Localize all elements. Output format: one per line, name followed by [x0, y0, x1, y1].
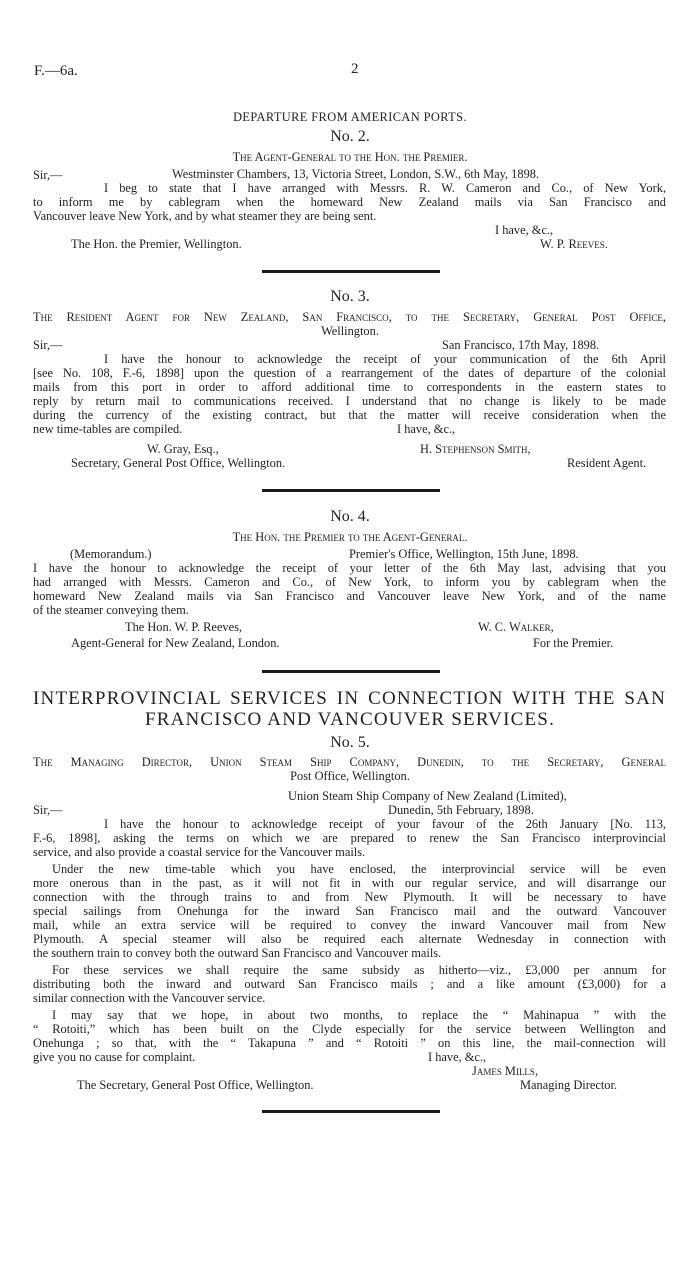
- signature-title: Resident Agent.: [567, 456, 647, 470]
- letter-address: Union Steam Ship Company of New Zealand (Limited),: [288, 789, 567, 803]
- body-line: give you no cause for complaint.: [33, 1050, 196, 1064]
- body-line: new time-tables are compiled.: [33, 422, 183, 436]
- addressee-title: Agent-General for New Zealand, London.: [71, 636, 280, 650]
- letter-heading: The Managing Director, Union Steam Ship Company, Dunedin, to the Secretary, General: [33, 755, 666, 769]
- letter-heading: The Hon. the Premier to the Agent-General.: [232, 530, 468, 544]
- body-line: [see No. 108, F.-6, 1898] upon the question of a rearrangement of the dates of departure of the colonial: [33, 366, 666, 380]
- addressee: The Secretary, General Post Office, Wellington.: [77, 1078, 314, 1092]
- section-title: DEPARTURE FROM AMERICAN PORTS.: [233, 110, 467, 124]
- letter-date: Dunedin, 5th February, 1898.: [388, 803, 534, 817]
- letter-number: No. 3.: [330, 288, 370, 305]
- body-line: Under the new time-table which you have enclosed, the interprovincial service will be even: [52, 862, 666, 876]
- letter-heading: The Resident Agent for New Zealand, San Francisco, to the Secretary, General Post Office,: [33, 310, 666, 324]
- salutation: Sir,—: [33, 338, 63, 352]
- section-title: INTERPROVINCIAL SERVICES IN CONNECTION WITH THE SAN: [33, 688, 666, 709]
- letter-address: Premier's Office, Wellington, 15th June, 1898.: [349, 547, 579, 561]
- body-line: mails from this port in order to afford additional time to correspondents in the eastern states to: [33, 380, 666, 394]
- addressee: The Hon. W. P. Reeves,: [125, 620, 243, 634]
- body-line: Onehunga ; so that, with the “ Takapuna ” and “ Rotoiti ” on this line, the mail-connection will: [33, 1036, 666, 1050]
- addressee: The Hon. the Premier, Wellington.: [71, 237, 242, 251]
- document-reference: F.—6a.: [34, 63, 78, 79]
- body-line: I have the honour to acknowledge the receipt of your communication of the 6th April: [104, 352, 666, 366]
- body-line: distributing both the inward and outward San Francisco mails ; and a like amount (£3,000) for a: [33, 977, 666, 991]
- letter-heading: The Agent-General to the Hon. the Premier.: [232, 150, 468, 164]
- body-line: For these services we shall require the same subsidy as hitherto—viz., £3,000 per annum for: [52, 963, 666, 977]
- salutation: Sir,—: [33, 168, 63, 182]
- body-line: similar connection with the Vancouver service.: [33, 991, 266, 1005]
- memo-label: (Memorandum.): [70, 547, 152, 561]
- page-number: 2: [351, 61, 359, 77]
- section-title-cont: FRANCISCO AND VANCOUVER SERVICES.: [144, 709, 556, 730]
- body-line: Vancouver leave New York, and by what steamer they are being sent.: [33, 209, 377, 223]
- section-divider: [262, 489, 440, 492]
- body-line: more onerous than in the past, as it will not fit in with our regular service, and will disarrange our: [33, 876, 666, 890]
- closing: I have, &c.,: [495, 223, 554, 237]
- body-line: to inform me by cablegram when the homeward New Zealand mails via San Francisco and: [33, 195, 666, 209]
- cc-name: W. Gray, Esq.,: [147, 442, 219, 456]
- signature: W. C. Walker,: [478, 620, 554, 634]
- signature: W. P. Reeves.: [540, 237, 608, 251]
- cc-title: Secretary, General Post Office, Wellington.: [71, 456, 286, 470]
- body-line: I beg to state that I have arranged with Messrs. R. W. Cameron and Co., of New York,: [104, 181, 666, 195]
- letter-heading-cont: Post Office, Wellington.: [290, 769, 410, 783]
- signature-title: For the Premier.: [533, 636, 614, 650]
- letter-address: Westminster Chambers, 13, Victoria Street, London, S.W., 6th May, 1898.: [172, 167, 540, 181]
- letter-number: No. 5.: [330, 734, 370, 751]
- body-line: mail, while an extra service will be required to convey the inward Vancouver mail from New: [33, 918, 666, 932]
- body-line: Plymouth. A special steamer will also be required each alternate Wednesday in connection with: [33, 932, 666, 946]
- section-divider: [262, 670, 440, 673]
- letter-number: No. 4.: [330, 508, 370, 525]
- closing: I have, &c.,: [397, 422, 456, 436]
- letter-date: San Francisco, 17th May, 1898.: [442, 338, 600, 352]
- body-line: of the steamer conveying them.: [33, 603, 189, 617]
- body-line: service, and also provide a coastal service for the Vancouver mails.: [33, 845, 366, 859]
- body-line: F.-6, 1898], asking the terms on which we are prepared to renew the San Francisco interprovincial: [33, 831, 666, 845]
- section-divider: [262, 270, 440, 273]
- body-line: reply by return mail to communications received. I understand that no change is likely to be made: [33, 394, 666, 408]
- body-line: I may say that we hope, in about two months, to replace the “ Mahinapua ” with the: [52, 1008, 666, 1022]
- body-line: I have the honour to acknowledge the receipt of your letter of the 6th May last, advising that you: [33, 561, 666, 575]
- salutation: Sir,—: [33, 803, 63, 817]
- body-line: had arranged with Messrs. Cameron and Co., of New York, to inform you by cablegram when the: [33, 575, 666, 589]
- body-line: during the currency of the existing contract, but that the matter will receive consideration when the: [33, 408, 666, 422]
- signature: James Mills,: [472, 1064, 539, 1078]
- body-line: connection with the through trains to and from New Plymouth. It will be necessary to have: [33, 890, 666, 904]
- body-line: “ Rotoiti,” which has been built on the Clyde especially for the service between Wellington and: [33, 1022, 666, 1036]
- closing: I have, &c.,: [428, 1050, 487, 1064]
- signature-title: Managing Director.: [520, 1078, 618, 1092]
- body-line: homeward New Zealand mails via San Francisco and Vancouver leave New York, and of the name: [33, 589, 666, 603]
- body-line: special sailings from Onehunga for the inward San Francisco mail and the outward Vancouver: [33, 904, 666, 918]
- letter-number: No. 2.: [330, 128, 370, 145]
- signature: H. Stephenson Smith,: [420, 442, 531, 456]
- body-line: I have the honour to acknowledge receipt of your favour of the 26th January [No. 113,: [104, 817, 666, 831]
- body-line: the southern train to convey both the outward San Francisco and Vancouver mails.: [33, 946, 442, 960]
- section-divider: [262, 1110, 440, 1113]
- letter-heading-cont: Wellington.: [321, 324, 379, 338]
